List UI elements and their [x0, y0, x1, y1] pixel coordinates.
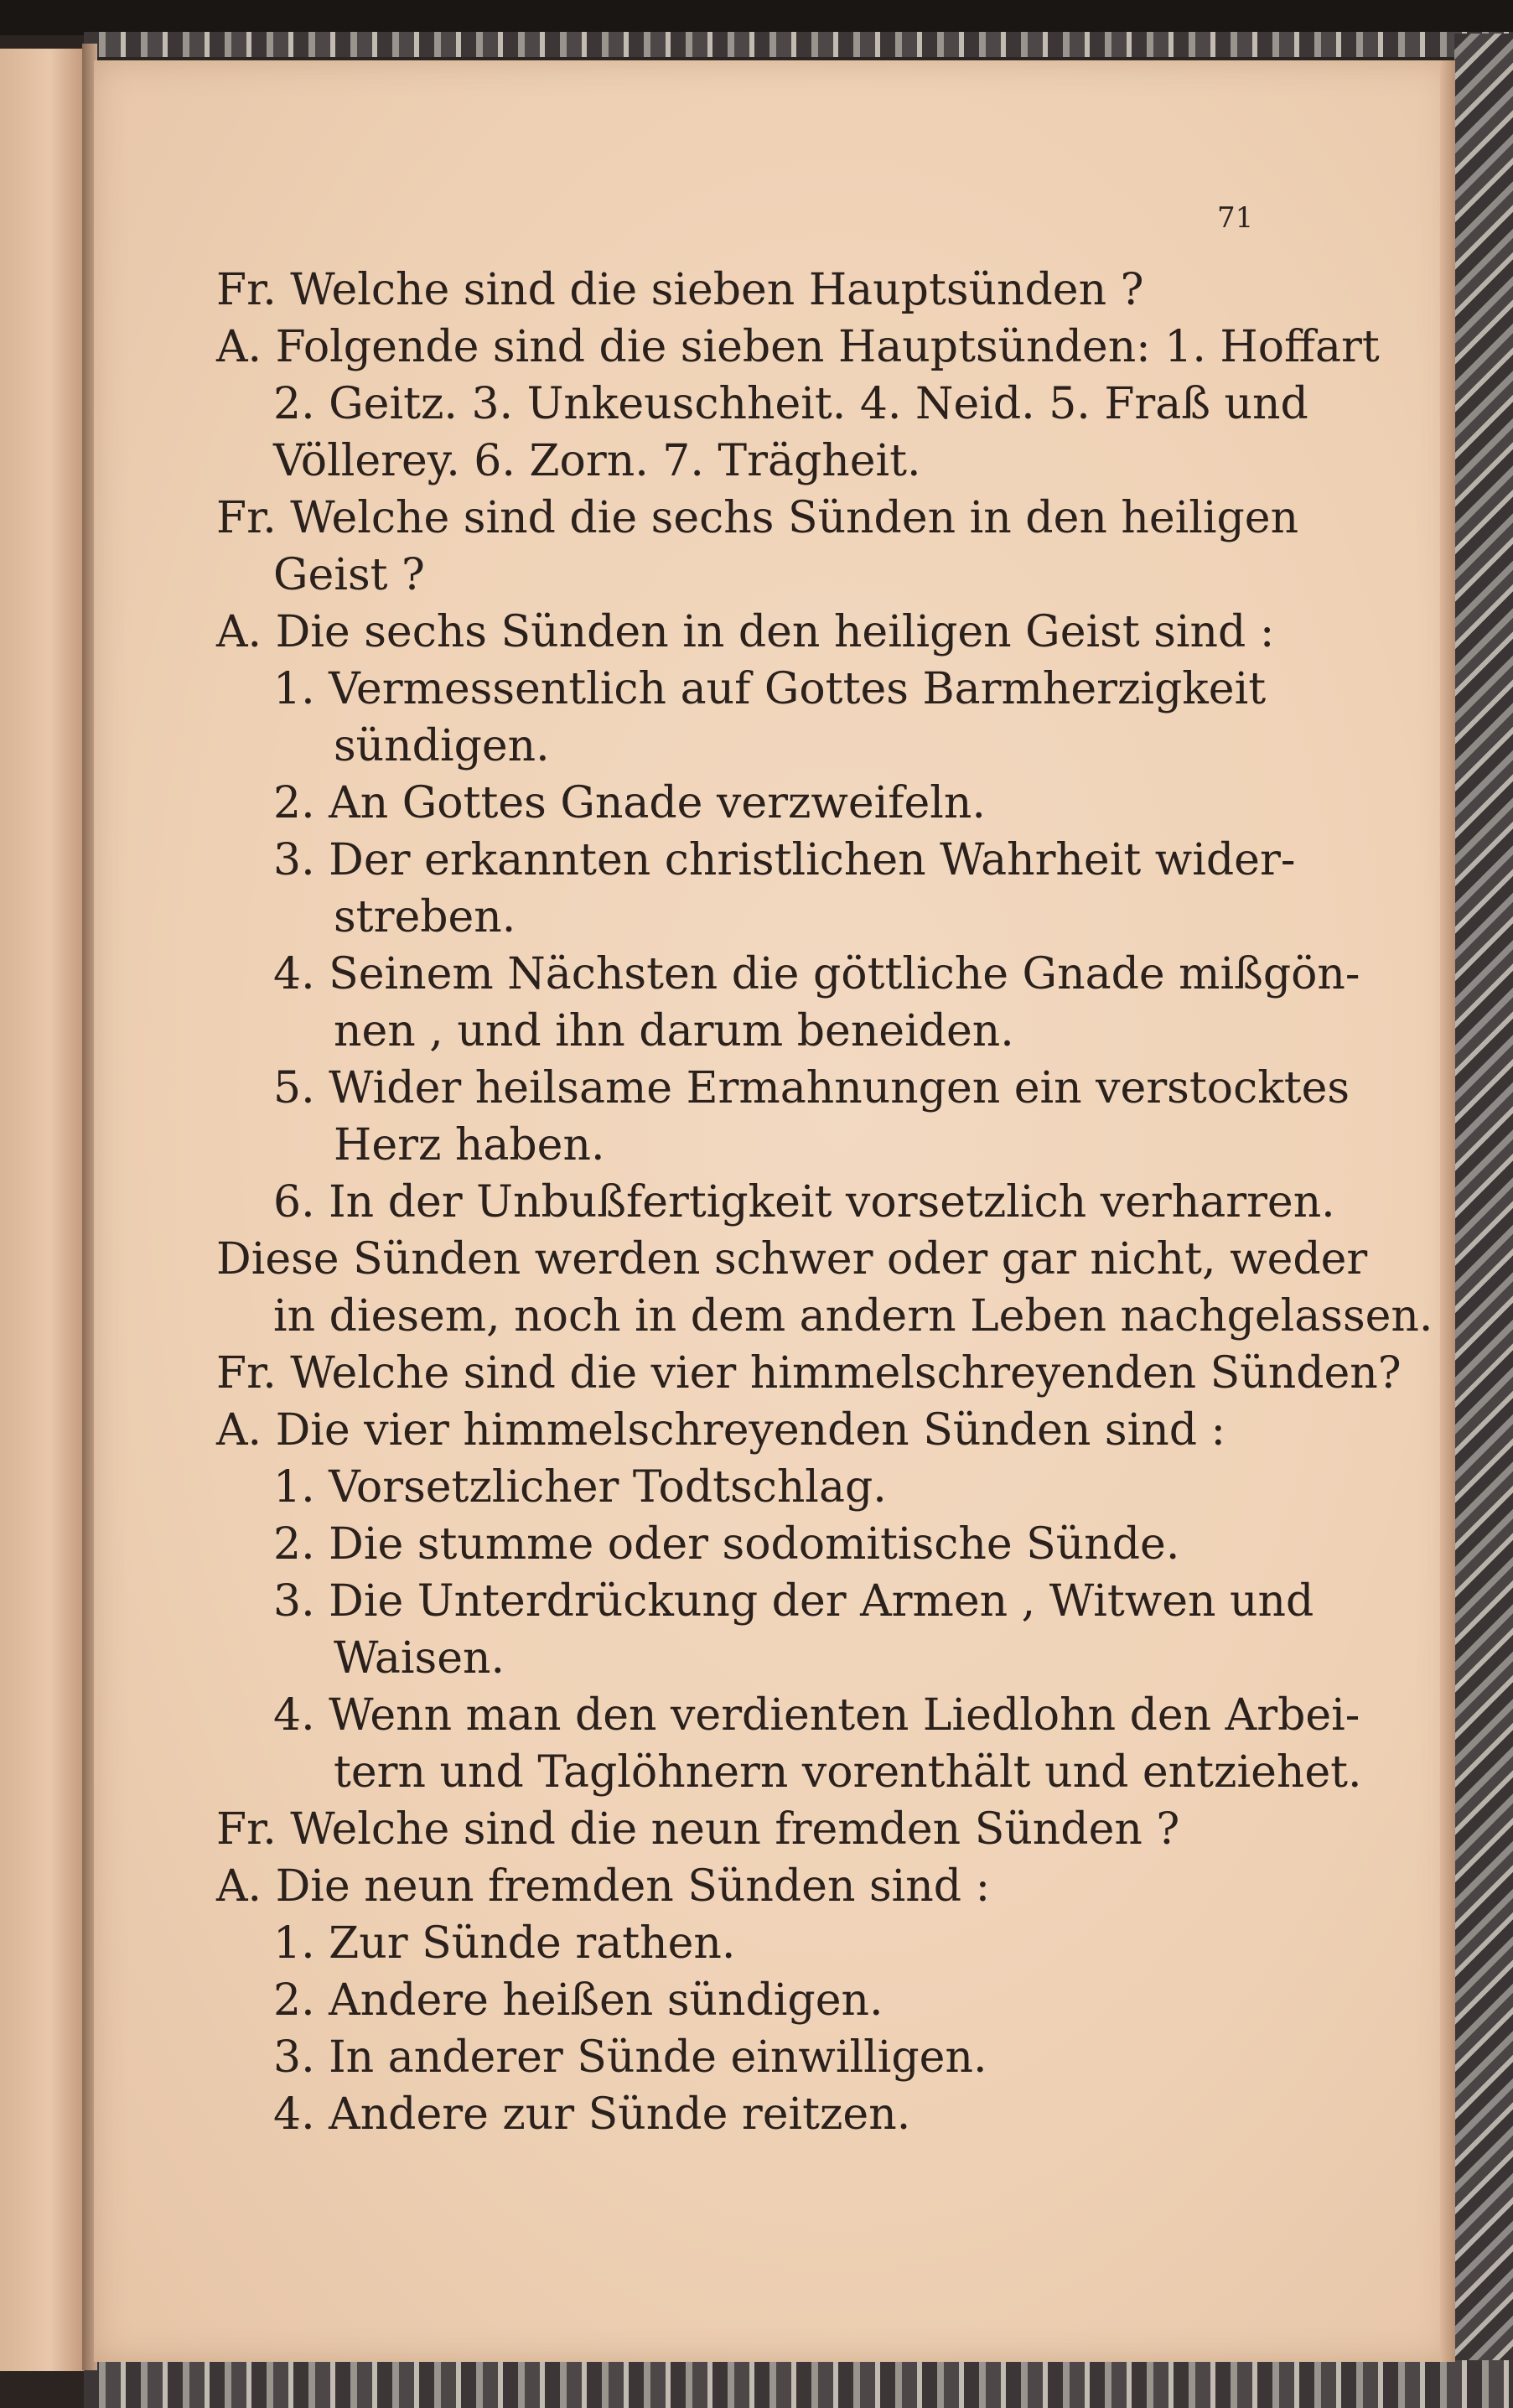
- list-item: 3. In anderer Sünde einwilligen.: [273, 2032, 987, 2083]
- answer-line: A. Die vier himmelschreyenden Sünden sind :: [216, 1405, 1226, 1456]
- list-item: 4. Seinem Nächsten die göttliche Gnade mißgön-: [273, 949, 1360, 999]
- list-item: 4. Wenn man den verdienten Liedlohn den Arbei-: [273, 1690, 1360, 1741]
- question-line: Fr. Welche sind die neun fremden Sünden ?: [216, 1804, 1180, 1855]
- list-item: 1. Vermessentlich auf Gottes Barmherzigkeit: [273, 664, 1267, 714]
- cover-marbling-right: [1454, 34, 1513, 2408]
- page-edge: [1440, 60, 1455, 2362]
- text-line: in diesem, noch in dem andern Leben nachgelassen.: [273, 1291, 1433, 1342]
- list-item-continuation: streben.: [334, 892, 516, 942]
- list-item-continuation: Waisen.: [334, 1633, 505, 1684]
- list-item: 3. Die Unterdrückung der Armen , Witwen und: [273, 1576, 1314, 1627]
- list-item-continuation: tern und Taglöhnern vorenthält und entziehet.: [334, 1747, 1362, 1798]
- answer-line: A. Folgende sind die sieben Hauptsünden: 1. Hoffart: [216, 322, 1380, 372]
- answer-line: A. Die sechs Sünden in den heiligen Geist sind :: [216, 607, 1275, 657]
- list-item-continuation: Herz haben.: [334, 1120, 605, 1170]
- list-item-continuation: sündigen.: [334, 721, 550, 771]
- page-text: [216, 262, 1433, 2143]
- text-line: 2. Geitz. 3. Unkeuschheit. 4. Neid. 5. Fraß und: [273, 379, 1308, 429]
- text-line: Diese Sünden werden schwer oder gar nicht, weder: [216, 1234, 1368, 1284]
- list-item-continuation: nen , und ihn darum beneiden.: [334, 1006, 1014, 1056]
- question-line: Fr. Welche sind die sieben Hauptsünden ?: [216, 265, 1144, 315]
- cover-marbling-bottom: [84, 2360, 1513, 2408]
- list-item: 6. In der Unbußfertigkeit vorsetzlich verharren.: [273, 1177, 1335, 1227]
- list-item: 3. Der erkannten christlichen Wahrheit wider-: [273, 835, 1296, 885]
- list-item: 4. Andere zur Sünde reitzen.: [273, 2089, 911, 2140]
- text-line: Völlerey. 6. Zorn. 7. Trägheit.: [273, 436, 921, 486]
- answer-line: A. Die neun fremden Sünden sind :: [216, 1861, 991, 1912]
- list-item: 2. Die stumme oder sodomitische Sünde.: [273, 1519, 1180, 1570]
- list-item: 2. Andere heißen sündigen.: [273, 1975, 883, 2026]
- facing-page-edge: [0, 49, 84, 2371]
- question-line: Fr. Welche sind die sechs Sünden in den heiligen: [216, 493, 1299, 543]
- question-line: Fr. Welche sind die vier himmelschreyenden Sünden?: [216, 1348, 1402, 1399]
- background-strip: [0, 0, 1513, 35]
- list-item: 1. Vorsetzlicher Todtschlag.: [273, 1462, 887, 1513]
- list-item: 1. Zur Sünde rathen.: [273, 1918, 736, 1969]
- list-item: 5. Wider heilsame Ermahnungen ein verstocktes: [273, 1063, 1350, 1113]
- list-item: 2. An Gottes Gnade verzweifeln.: [273, 778, 986, 828]
- text-line: Geist ?: [273, 550, 425, 600]
- page-number: 71: [1217, 201, 1254, 235]
- cover-marbling-top: [84, 32, 1513, 57]
